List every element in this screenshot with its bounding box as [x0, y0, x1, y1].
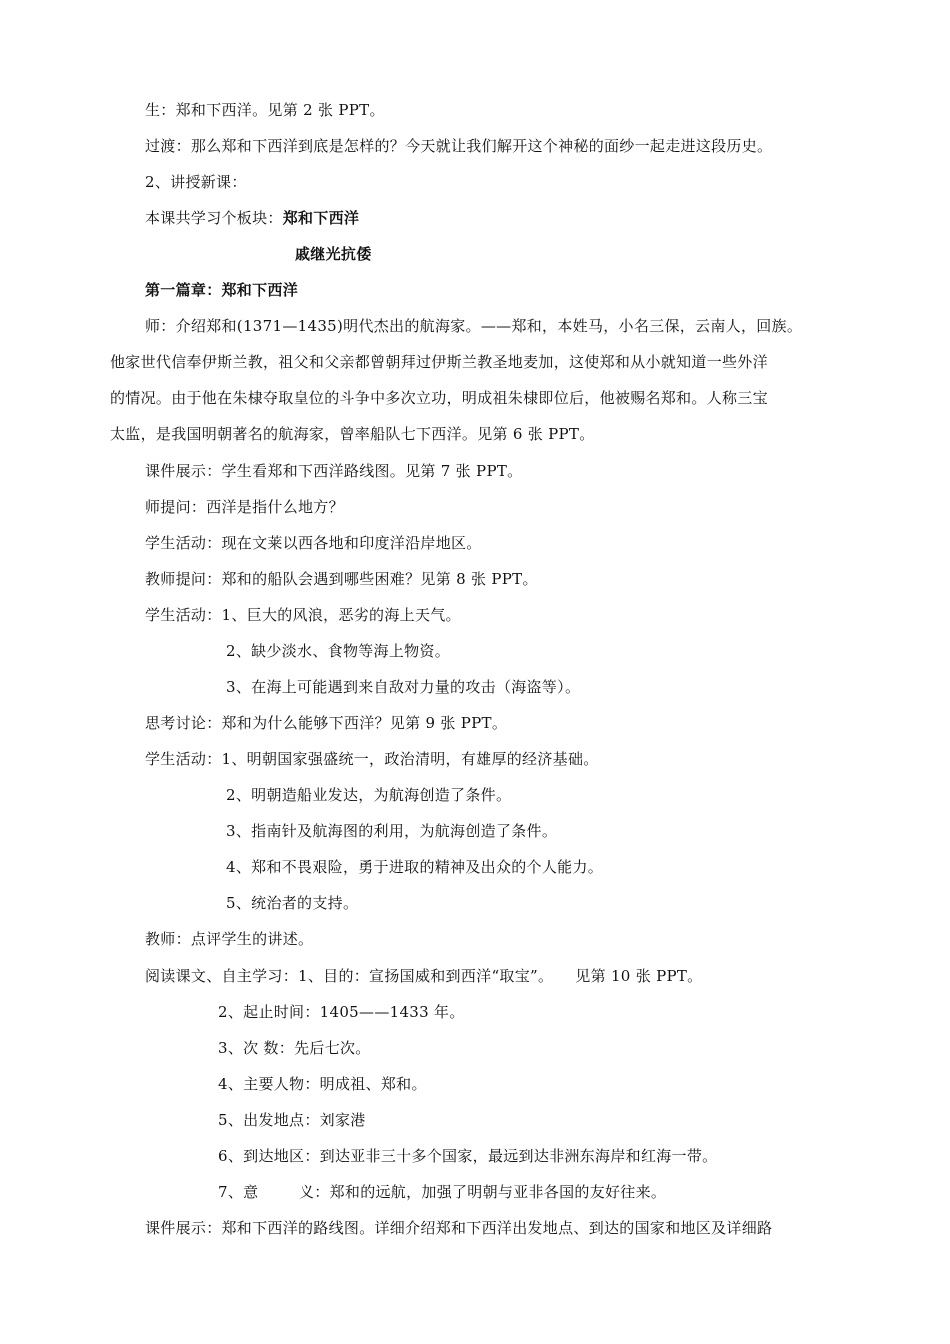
text-line: 师：介绍郑和(1371—1435)明代杰出的航海家。——郑和，本姓马，小名三保，云南人，回族。 — [145, 317, 803, 335]
text-line — [145, 208, 359, 228]
section-heading: 第一篇章：郑和下西洋 — [145, 281, 299, 299]
text-line: 5、统治者的支持。 — [226, 894, 359, 912]
text-line: 6、到达地区：到达亚非三十多个国家，最远到达非洲东海岸和红海一带。 — [218, 1147, 718, 1165]
text-line — [145, 966, 702, 986]
text-span: 见第 10 张 PPT。 — [575, 967, 703, 985]
text-line: 太监，是我国明朝著名的航海家，曾率船队七下西洋。见第 6 张 PPT。 — [110, 425, 595, 443]
text-line: 5、出发地点：刘家港 — [218, 1111, 366, 1129]
text-line: 3、次 数：先后七次。 — [218, 1039, 371, 1057]
text-line: 学生活动：现在文莱以西各地和印度洋沿岸地区。 — [145, 534, 482, 552]
text-line: 生：郑和下西洋。见第 2 张 PPT。 — [145, 101, 385, 119]
text-line: 2、明朝造船业发达，为航海创造了条件。 — [226, 786, 512, 804]
text-line: 7、意 义：郑和的远航，加强了明朝与亚非各国的友好往来。 — [218, 1183, 667, 1201]
text-line: 思考讨论：郑和为什么能够下西洋？见第 9 张 PPT。 — [145, 714, 508, 732]
text-line: 2、讲授新课： — [145, 173, 247, 191]
text-line: 他家世代信奉伊斯兰教，祖父和父亲都曾朝拜过伊斯兰教圣地麦加，这使郑和从小就知道一些外洋 — [110, 353, 768, 371]
text-line: 过渡：那么郑和下西洋到底是怎样的？今天就让我们解开这个神秘的面纱一起走进这段历史。 — [145, 137, 773, 155]
text-span: 阅读课文、自主学习：1、目的：宣扬国威和到西洋“取宝”。 — [145, 967, 554, 985]
text-line: 4、郑和不畏艰险，勇于进取的精神及出众的个人能力。 — [226, 858, 604, 876]
text-line: 2、缺少淡水、食物等海上物资。 — [226, 642, 451, 660]
text-line: 学生活动：1、巨大的风浪，恶劣的海上天气。 — [145, 606, 461, 624]
text-line: 教师提问：郑和的船队会遇到哪些困难？见第 8 张 PPT。 — [145, 570, 538, 588]
text-line: 师提问：西洋是指什么地方？ — [145, 498, 344, 516]
text-line: 4、主要人物：明成祖、郑和。 — [218, 1075, 427, 1093]
module-title-bold: 郑和下西洋 — [282, 209, 360, 227]
module-title-bold: 戚继光抗倭 — [295, 245, 372, 263]
text-line: 3、在海上可能遇到来自敌对力量的攻击（海盗等）。 — [226, 678, 581, 696]
text-line: 教师：点评学生的讲述。 — [145, 930, 314, 948]
text-line: 课件展示：郑和下西洋的路线图。详细介绍郑和下西洋出发地点、到达的国家和地区及详细路 — [145, 1219, 773, 1237]
text-line: 2、起止时间：1405——1433 年。 — [218, 1003, 465, 1021]
text-span: 本课共学习个板块： — [145, 209, 283, 227]
text-line: 学生活动：1、明朝国家强盛统一，政治清明，有雄厚的经济基础。 — [145, 750, 599, 768]
text-line: 3、指南针及航海图的利用，为航海创造了条件。 — [226, 822, 558, 840]
text-line: 课件展示：学生看郑和下西洋路线图。见第 7 张 PPT。 — [145, 462, 523, 480]
text-line: 的情况。由于他在朱棣夺取皇位的斗争中多次立功，明成祖朱棣即位后，他被赐名郑和。人称三宝 — [110, 389, 768, 407]
